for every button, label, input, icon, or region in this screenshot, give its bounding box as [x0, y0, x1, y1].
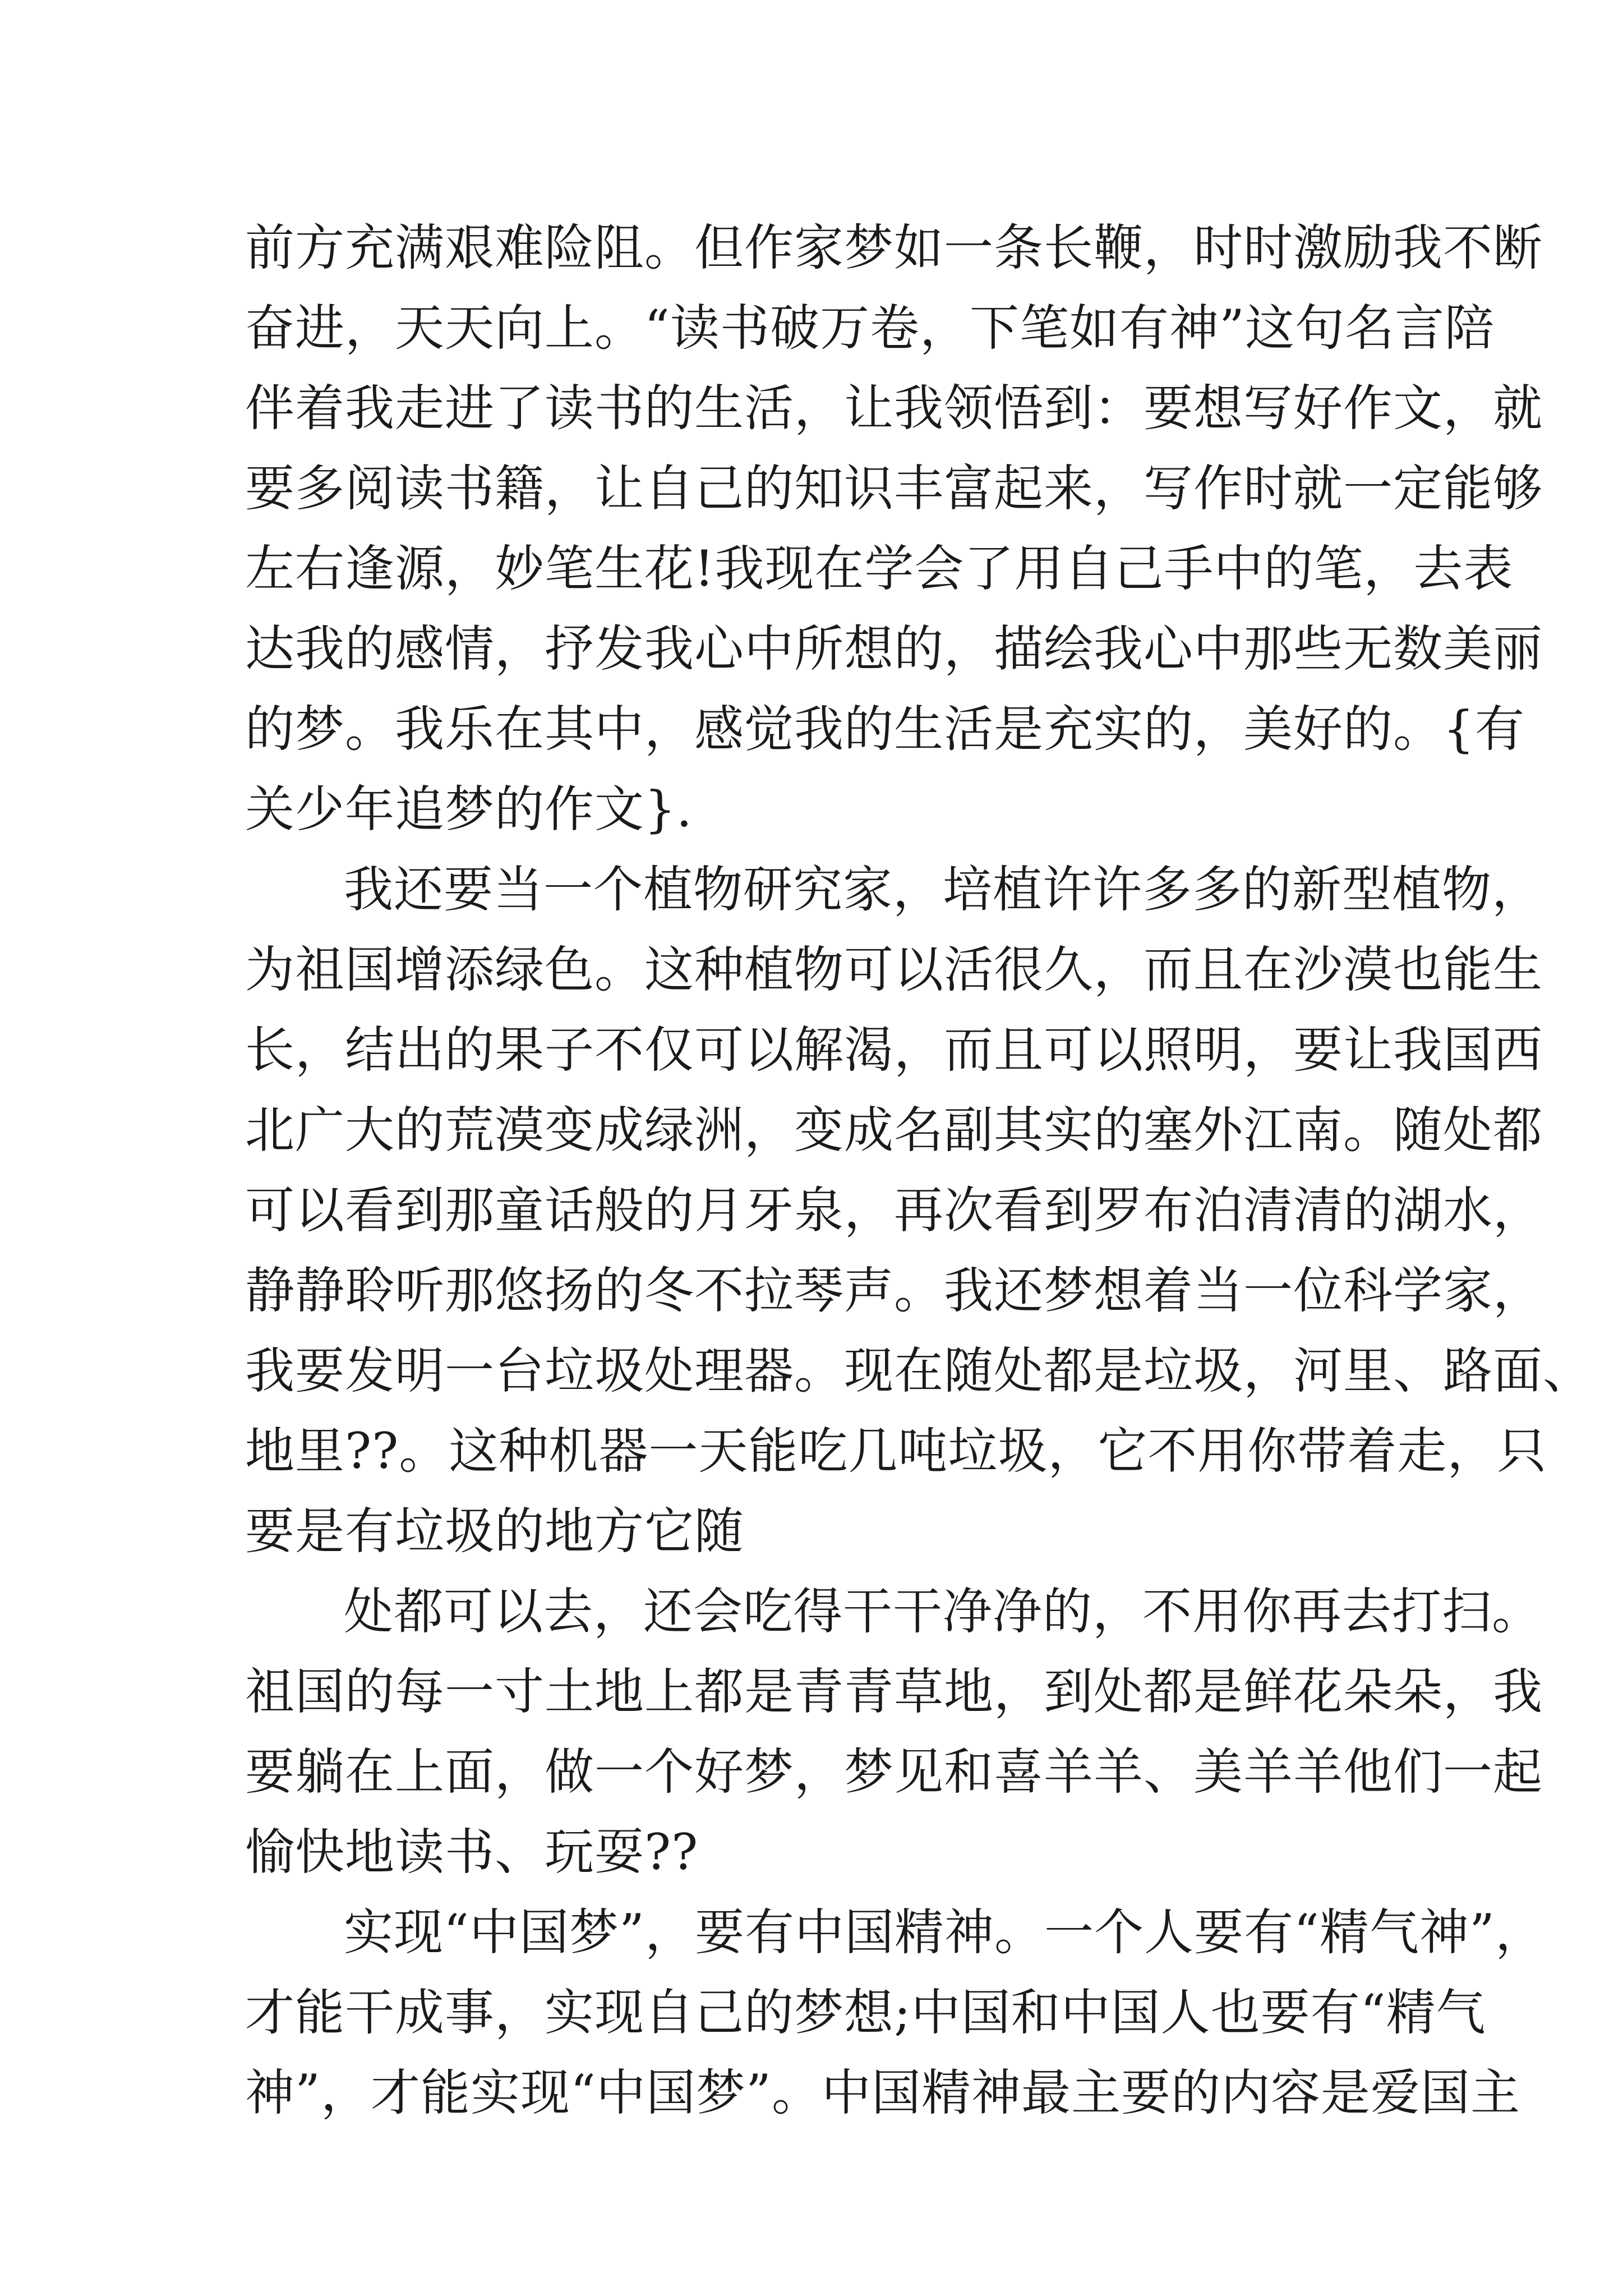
text-line: 要躺在上面，做一个好梦，梦见和喜羊羊、美羊羊他们一起	[245, 1743, 1543, 1801]
text-line: 奋进，天天向上。“读书破万卷，下笔如有神”这句名言陪	[245, 299, 1495, 357]
text-line: 要多阅读书籍，让自己的知识丰富起来，写作时就一定能够	[245, 459, 1543, 517]
text-line: 神”，才能实现“中国梦”。中国精神最主要的内容是爱国主	[245, 2064, 1520, 2122]
text-line: 左右逢源，妙笔生花!我现在学会了用自己手中的笔，去表	[245, 540, 1514, 597]
text-line: 可以看到那童话般的月牙泉，再次看到罗布泊清清的湖水，	[245, 1181, 1543, 1239]
text-line: 为祖国增添绿色。这种植物可以活很久，而且在沙漠也能生	[245, 941, 1543, 999]
text-line: 关少年追梦的作文}.	[245, 780, 693, 838]
body-text	[245, 208, 1593, 2133]
paragraph-first-line: 处都可以去，还会吃得干干净净的，不用你再去打扫。	[344, 1582, 1542, 1640]
text-line: 祖国的每一寸土地上都是青青草地，到处都是鲜花朵朵，我	[245, 1663, 1543, 1720]
text-line: 才能干成事，实现自己的梦想;中国和中国人也要有“精气	[245, 1984, 1486, 2041]
text-line: 伴着我走进了读书的生活，让我领悟到：要想写好作文，就	[245, 379, 1543, 437]
text-line: 前方充满艰难险阻。但作家梦如一条长鞭，时时激励我不断	[245, 219, 1543, 277]
text-line: 静静聆听那悠扬的冬不拉琴声。我还梦想着当一位科学家，	[245, 1262, 1543, 1319]
text-line: 长，结出的果子不仅可以解渴，而且可以照明，要让我国西	[245, 1021, 1543, 1079]
paragraph-first-line: 我还要当一个植物研究家，培植许许多多的新型植物，	[344, 861, 1542, 918]
text-line: 的梦。我乐在其中，感觉我的生活是充实的，美好的。{有	[245, 700, 1525, 758]
text-line: 达我的感情，抒发我心中所想的，描绘我心中那些无数美丽	[245, 620, 1543, 678]
text-line: 要是有垃圾的地方它随	[245, 1502, 745, 1560]
text-line: 我要发明一台垃圾处理器。现在随处都是垃圾，河里、路面、	[245, 1342, 1593, 1400]
text-line: 愉快地读书、玩耍??	[245, 1823, 699, 1881]
text-line: 地里??。这种机器一天能吃几吨垃圾，它不用你带着走，只	[245, 1422, 1547, 1480]
paragraph-first-line: 实现“中国梦”，要有中国精神。一个人要有“精气神”，	[344, 1903, 1545, 1961]
text-line: 北广大的荒漠变成绿洲，变成名副其实的塞外江南。随处都	[245, 1101, 1543, 1159]
